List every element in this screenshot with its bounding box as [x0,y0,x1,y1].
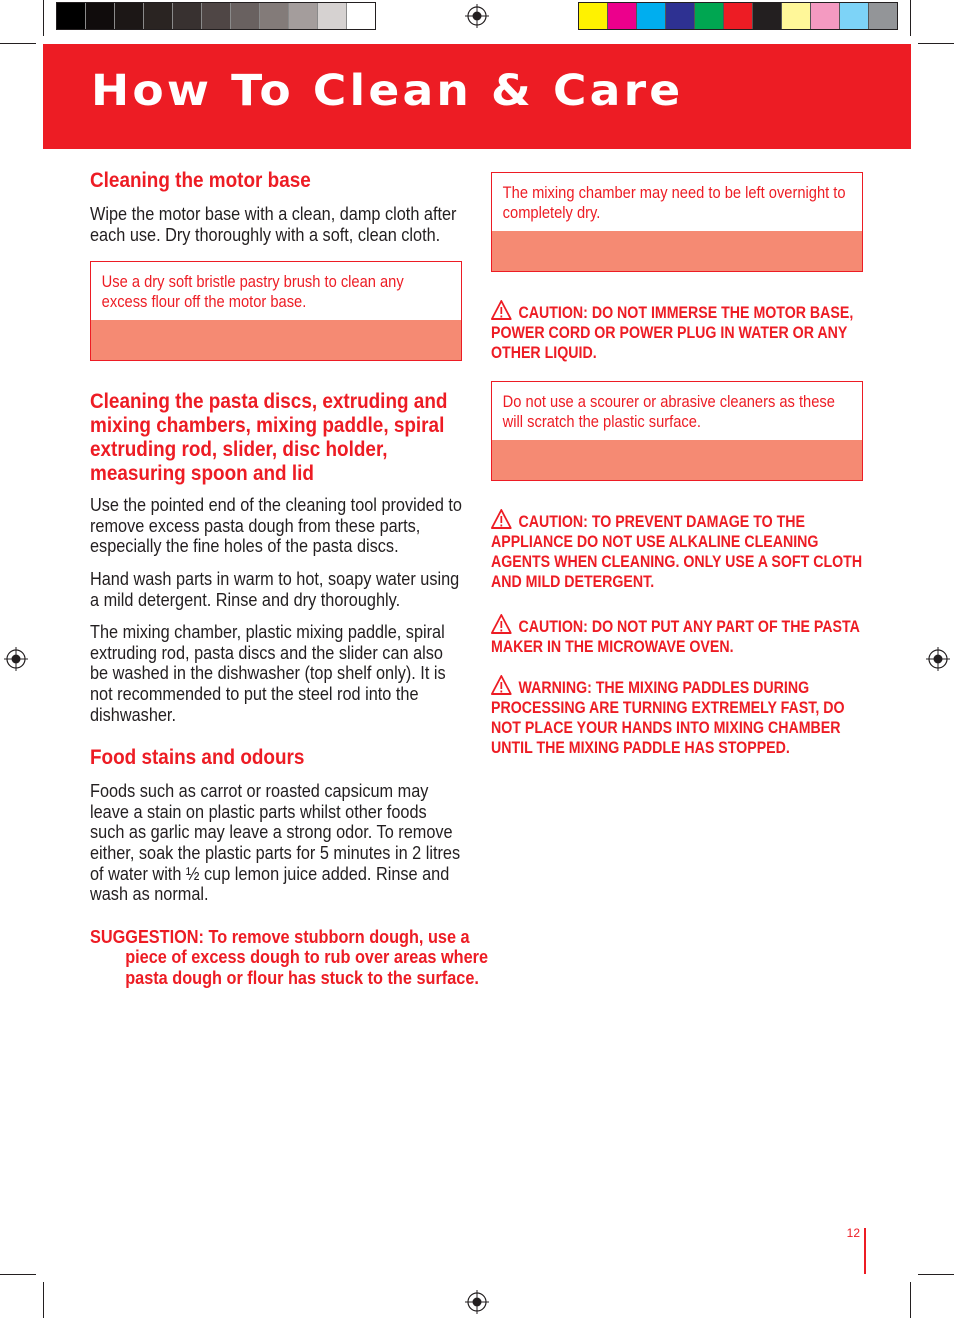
color-swatch [608,3,637,29]
color-swatch [115,3,144,29]
parts-paragraph: The mixing chamber, plastic mixing paddle, spiral extruding rod, pasta discs and the slider can also be washed in the dishwasher (top shelf only). It is not recommended to put the steel rod into the dishwasher. [90,621,446,725]
warning-triangle-icon [491,675,512,695]
color-swatch [666,3,695,29]
color-swatch [724,3,753,29]
registration-mark-icon [465,4,489,28]
tip-box-scourer [491,381,863,481]
color-swatch [86,3,115,29]
parts-paragraph: Hand wash parts in warm to hot, soapy water using a mild detergent. Rinse and dry thoroughly. [90,567,460,610]
tip-box-motor-base [90,261,462,361]
tip-text: The mixing chamber may need to be left overnight to completely dry. [502,184,846,222]
right-column [491,172,865,758]
crop-mark [910,0,911,36]
color-swatch [695,3,724,29]
section-heading-parts: Cleaning the pasta discs, extruding and mixing chambers, mixing paddle, spiral extruding rod, slider, disc holder, measuring spoon and lid [90,389,448,486]
page-title: How To Clean & Care [91,66,684,116]
color-swatch [347,3,375,29]
section-heading-motor-base: Cleaning the motor base [90,168,311,192]
tip-box-drying [491,172,863,272]
color-swatch [231,3,260,29]
crop-mark [918,1274,954,1275]
crop-mark [43,0,44,36]
crop-mark [910,1282,911,1318]
registration-mark-icon [4,647,28,671]
color-swatch [173,3,202,29]
process-color-bar [578,2,898,30]
caution-text: CAUTION: DO NOT IMMERSE THE MOTOR BASE, POWER CORD OR POWER PLUG IN WATER OR ANY OTHER LIQUID. [491,304,854,362]
registration-mark-icon [926,647,950,671]
crop-mark [0,43,36,44]
color-swatch [811,3,840,29]
registration-mark-icon [465,1290,489,1314]
caution-alkaline [491,509,864,592]
color-swatch [753,3,782,29]
color-swatch [782,3,811,29]
crop-mark [918,43,954,44]
motor-base-body: Wipe the motor base with a clean, damp cloth after each use. Dry thoroughly with a soft, clean cloth. [90,203,457,245]
tip-text: Do not use a scourer or abrasive cleaners as these will scratch the plastic surface. [502,393,835,431]
color-swatch [318,3,347,29]
warning-triangle-icon [491,300,512,320]
tip-text: Use a dry soft bristle pastry brush to clean any excess flour off the motor base. [101,273,404,312]
color-swatch [289,3,318,29]
parts-paragraph: Use the pointed end of the cleaning tool provided to remove excess pasta dough from these parts, especially the fine holes of the pasta discs. [90,494,462,557]
tip-fill [492,440,862,480]
color-swatch [260,3,289,29]
header-band [43,44,911,149]
grayscale-color-bar [56,2,376,30]
tip-fill [492,231,862,271]
crop-mark [0,1274,36,1275]
left-column [90,168,489,988]
color-swatch [579,3,608,29]
caution-immerse [491,300,864,363]
color-swatch [202,3,231,29]
color-swatch [57,3,86,29]
warning-text: WARNING: THE MIXING PADDLES DURING PROCESSING ARE TURNING EXTREMELY FAST, DO NOT PLACE YOUR HANDS INTO MIXING CHAMBER UNTIL THE MIXING PADDLE HAS STOPPED. [491,679,845,757]
warning-triangle-icon [491,509,512,529]
page-number: 12 [846,1226,860,1240]
stains-body: Foods such as carrot or roasted capsicum may leave a stain on plastic parts whilst other foods such as garlic may leave a strong odor. To remove either, soak the plastic parts for 5 minutes in 2 litres of water with ½ cup lemon juice added. Rinse and wash as normal. [90,780,461,905]
tip-fill [91,320,461,360]
caution-microwave [491,614,864,657]
warning-mixing-paddles [491,675,864,758]
color-swatch [144,3,173,29]
section-heading-stains: Food stains and odours [90,745,305,770]
color-swatch [637,3,666,29]
crop-mark [43,1282,44,1318]
color-swatch [869,3,897,29]
warning-triangle-icon [491,614,512,634]
page-number-rule [864,1228,866,1274]
caution-text: CAUTION: DO NOT PUT ANY PART OF THE PASTA MAKER IN THE MICROWAVE OVEN. [491,618,860,656]
color-swatch [840,3,869,29]
caution-text: CAUTION: TO PREVENT DAMAGE TO THE APPLIANCE DO NOT USE ALKALINE CLEANING AGENTS WHEN CLEANING. ONLY USE A SOFT CLOTH AND MILD DETERGENT. [491,513,863,591]
suggestion-text: SUGGESTION: To remove stubborn dough, use a piece of excess dough to rub over areas where pasta dough or flour has stuck to the surface. [90,925,489,988]
